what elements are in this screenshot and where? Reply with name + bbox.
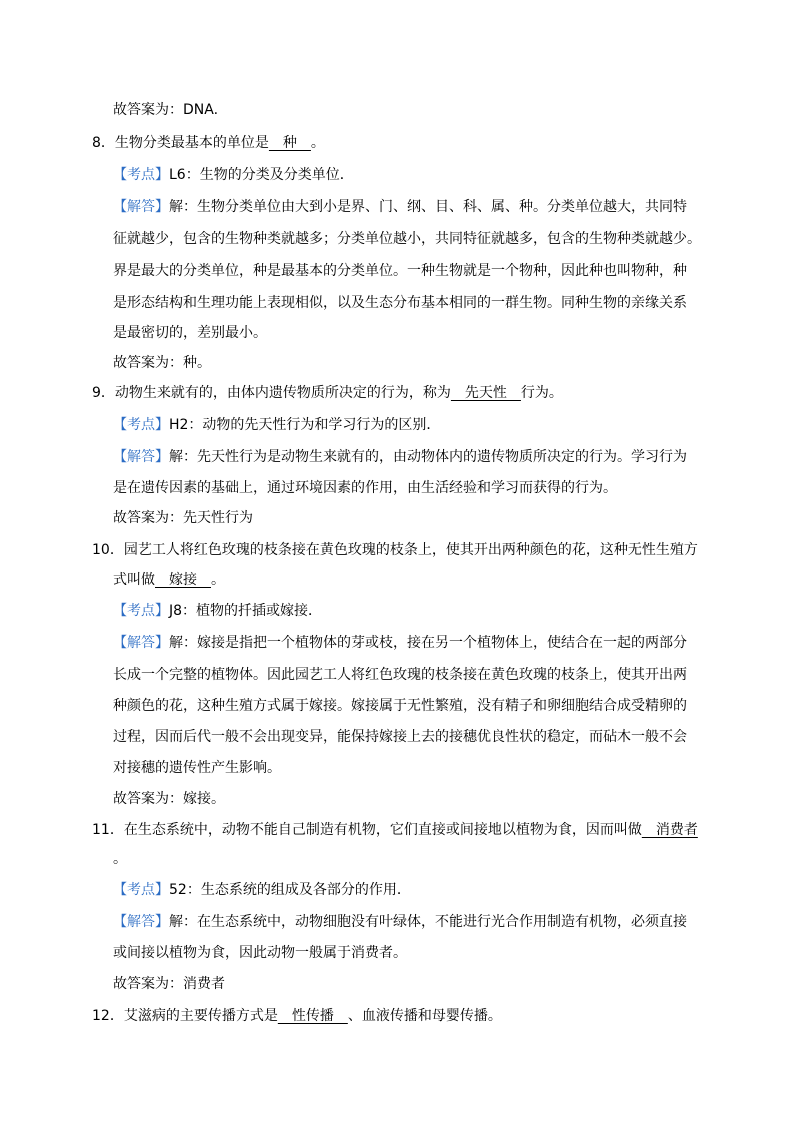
kaodian-tag: 【考点】 [113,882,169,898]
question-10-jieda-line: 种颜色的花，这种生殖方式属于嫁接。嫁接属于无性繁殖，没有精子和卵细胞结合成受精卵的 [113,698,687,714]
question-9-jieda-line: 是在遗传因素的基础上，通过环境因素的作用，由生活经验和学习而获得的行为。 [113,480,617,496]
question-11-stem-line2: 。 [113,851,127,867]
question-11-answer: 消费者 [641,822,698,838]
question-11-kaodian: 【考点】52：生态系统的组成及各部分的作用． [113,882,411,898]
question-8-jieda-line: 是最密切的，差别最小。 [113,325,267,341]
question-10-answer: 嫁接 [155,572,211,588]
question-10-jieda-line: 【解答】解：嫁接是指把一个植物体的芽或枝，接在另一个植物体上，使结合在一起的两部分 [113,635,687,651]
question-12-stem: 12．艾滋病的主要传播方式是 性传播 、血液传播和母婴传播。 [92,1008,502,1024]
jieda-tag: 【解答】 [113,199,169,215]
question-11-jieda-line: 或间接以植物为食，因此动物一般属于消费者。 [113,945,407,961]
jieda-tag: 【解答】 [113,635,169,651]
question-11-jieda-line: 【解答】解：在生态系统中，动物细胞没有叶绿体，不能进行光合作用制造有机物，必须直接 [113,914,687,930]
kaodian-tag: 【考点】 [113,167,169,183]
question-9-stem: 9．动物生来就有的，由体内遗传物质所决定的行为，称为 先天性 行为。 [92,385,563,401]
question-9-jieda-line: 【解答】解：先天性行为是动物生来就有的，由动物体内的遗传物质所决定的行为。学习行为 [113,449,687,465]
question-12-answer: 性传播 [277,1008,348,1024]
question-8-kaodian: 【考点】L6：生物的分类及分类单位． [113,167,354,183]
question-10-kaodian: 【考点】J8：植物的扦插或嫁接． [113,603,323,619]
question-10-stem: 10．园艺工人将红色玫瑰的枝条接在黄色玫瑰的枝条上，使其开出两种颜色的花，这种无性生殖方 [92,542,698,558]
question-8-stem: 8．生物分类最基本的单位是 种 。 [92,135,325,151]
question-8-jieda-line: 征就越少，包含的生物种类就越多；分类单位越小，共同特征就越多，包含的生物种类就越少。 [113,231,701,247]
kaodian-tag: 【考点】 [113,603,169,619]
question-11-final: 故答案为：消费者 [113,976,225,992]
question-8-jieda-line: 界是最大的分类单位，种是最基本的分类单位。一种生物就是一个物种，因此种也叫物种，种 [113,263,687,279]
question-9-kaodian: 【考点】H2：动物的先天性行为和学习行为的区别． [113,417,441,433]
question-8-jieda-line: 【解答】解：生物分类单位由大到小是界、门、纲、目、科、属、种。分类单位越大，共同特 [113,199,687,215]
question-10-final: 故答案为：嫁接。 [113,791,225,807]
jieda-tag: 【解答】 [113,449,169,465]
question-9-answer: 先天性 [450,385,521,401]
question-11-stem: 11．在生态系统中，动物不能自己制造有机物，它们直接或间接地以植物为食，因而叫做 消费者 [92,822,698,838]
question-10-jieda-line: 长成一个完整的植物体。因此园艺工人将红色玫瑰的枝条接在黄色玫瑰的枝条上，使其开出两 [113,667,687,683]
question-10-jieda-line: 过程，因而后代一般不会出现变异，能保持嫁接上去的接穗优良性状的稳定，而砧木一般不会 [113,729,687,745]
question-8-answer: 种 [268,135,311,151]
question-8-final: 故答案为：种。 [113,355,211,371]
question-10-jieda-line: 对接穗的遗传性产生影响。 [113,760,281,776]
answer-line: 故答案为：DNA. [113,102,219,118]
question-10-stem-line2: 式叫做 嫁接 。 [113,572,225,588]
kaodian-tag: 【考点】 [113,417,169,433]
jieda-tag: 【解答】 [113,914,169,930]
question-8-jieda-line: 是形态结构和生理功能上表现相似，以及生态分布基本相同的一群生物。同种生物的亲缘关系 [113,295,687,311]
question-9-final: 故答案为：先天性行为 [113,510,253,526]
